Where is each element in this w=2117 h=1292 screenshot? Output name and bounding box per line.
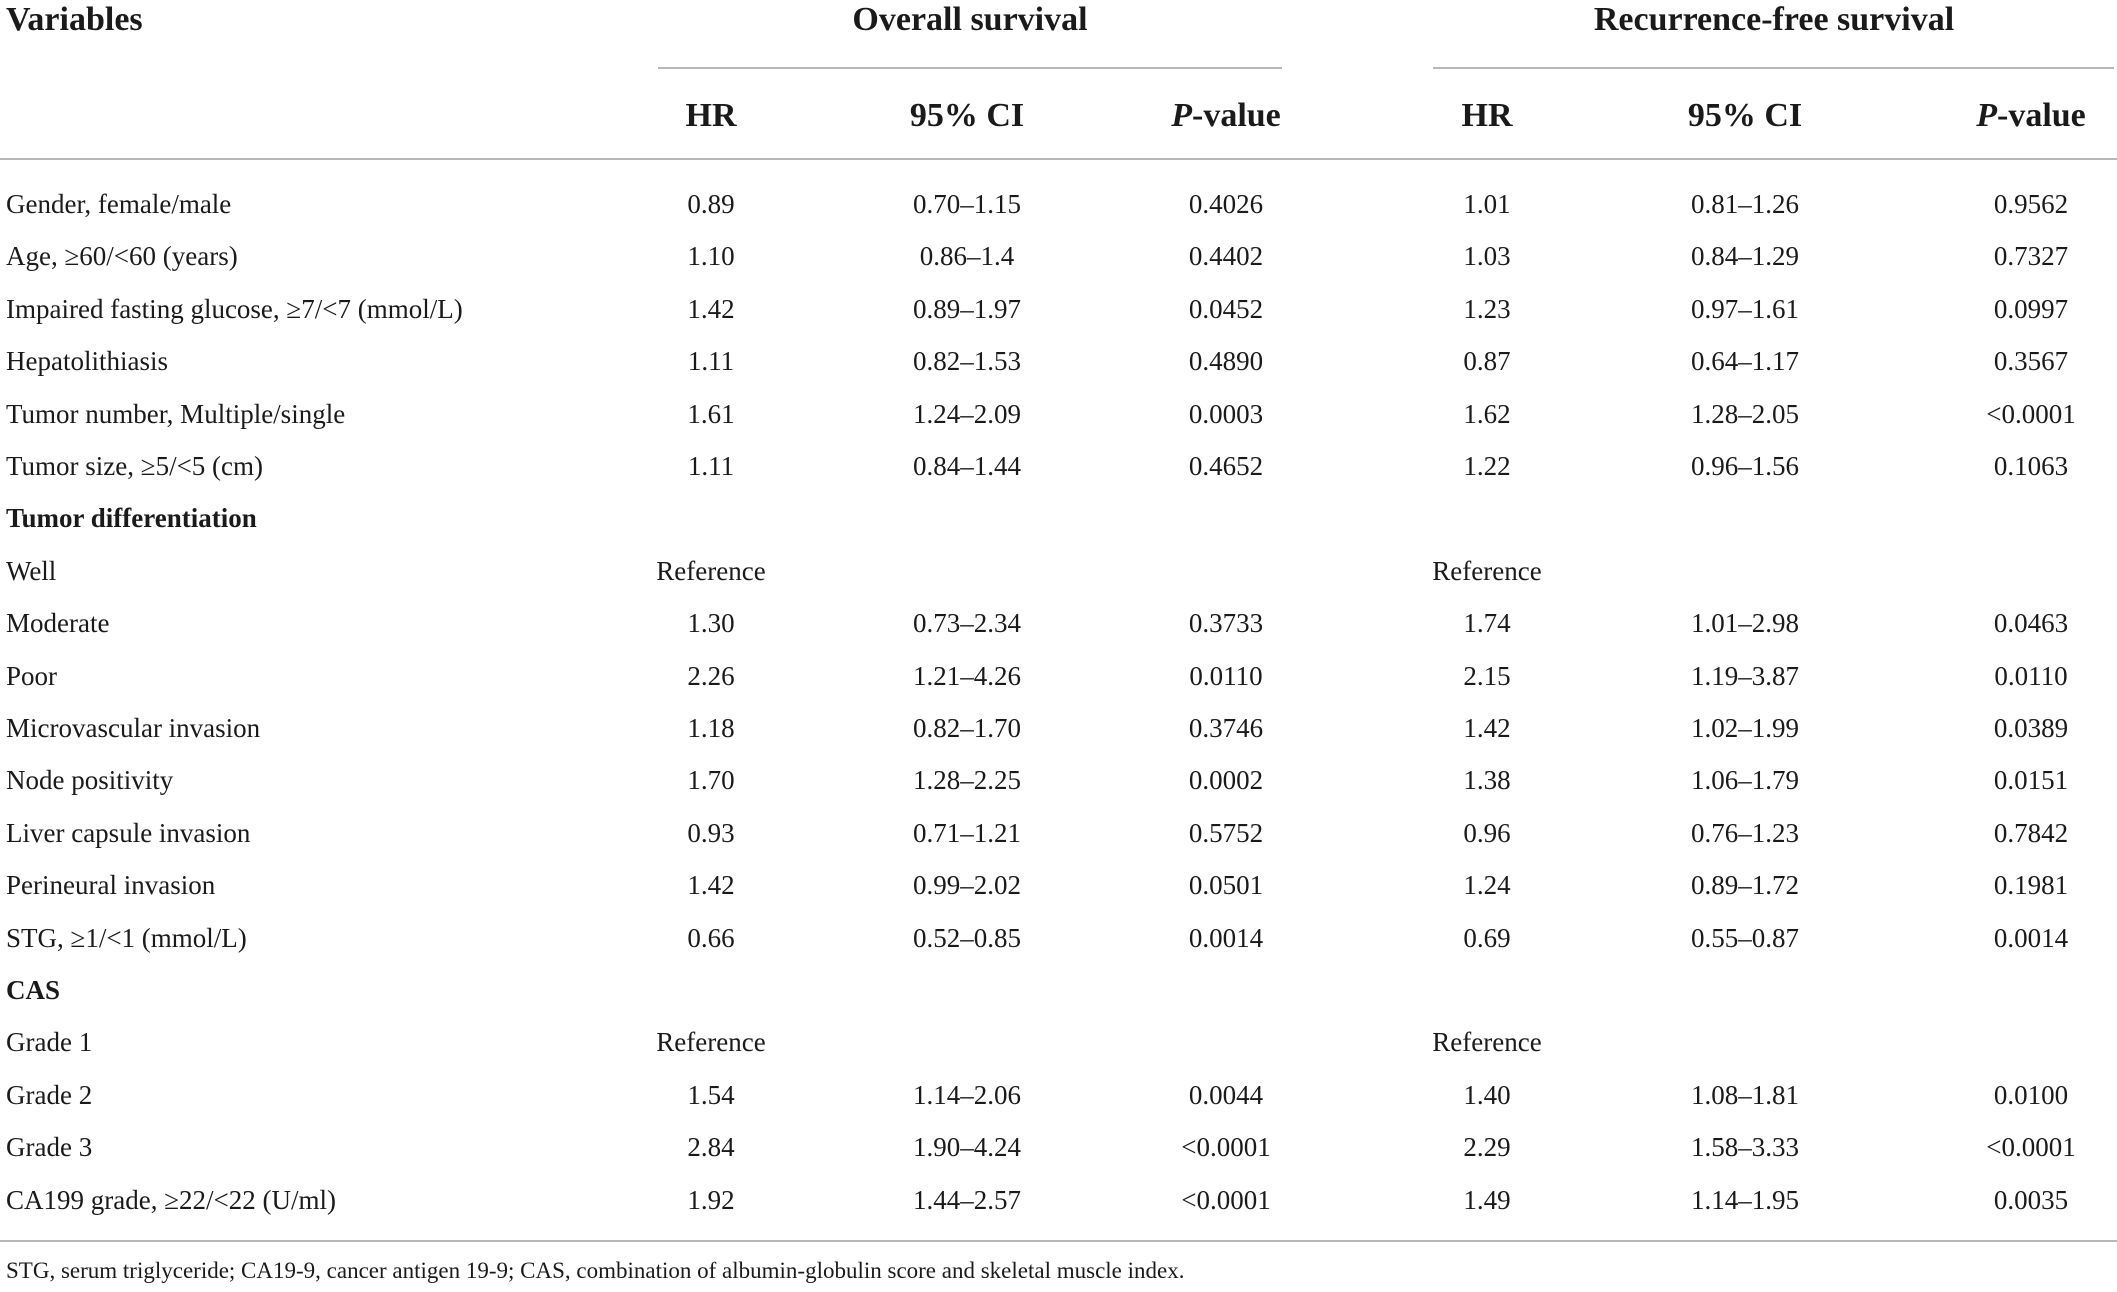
rfs-hr-cell: Reference [1432, 555, 1542, 586]
row-label: Tumor differentiation [6, 503, 257, 534]
os-ci-cell: 0.52–0.85 [913, 922, 1021, 953]
rfs-p-cell: 0.3567 [1993, 346, 2069, 377]
os-ci-cell: 1.90–4.24 [913, 1132, 1021, 1163]
rfs-hr-cell: 1.42 [1463, 713, 1511, 743]
os-hr-cell: 0.89 [687, 189, 735, 219]
rfs-ci-cell: 1.06–1.79 [1691, 765, 1799, 796]
rfs-p-cell: 0.7842 [1993, 817, 2069, 848]
rfs-p-cell: 0.0151 [1993, 765, 2069, 796]
row-label: Hepatolithiasis [6, 346, 168, 377]
rfs-hr-cell: 1.22 [1463, 451, 1511, 481]
header-variables: Variables [6, 1, 143, 38]
rfs-p-cell: 0.0463 [1993, 608, 2069, 639]
header-overall-survival: Overall survival [852, 1, 1088, 38]
os-p-cell: 0.0452 [1188, 293, 1264, 324]
os-ci-cell: 0.73–2.34 [913, 608, 1021, 639]
rfs-hr-cell: 1.01 [1463, 189, 1511, 219]
table-row [0, 440, 2117, 492]
table-row [0, 230, 2117, 282]
row-label: Poor [6, 660, 58, 691]
rfs-ci-cell: 0.97–1.61 [1691, 293, 1799, 324]
rfs-p-cell: 0.7327 [1993, 241, 2069, 272]
os-ci-cell: 1.28–2.25 [913, 765, 1021, 796]
rfs-p-cell: 0.0014 [1993, 922, 2069, 953]
os-hr-cell: 2.84 [687, 1132, 735, 1163]
rfs-hr-cell: 0.69 [1463, 922, 1511, 953]
rfs-hr-cell: 0.96 [1463, 817, 1511, 848]
row-label: Age, ≥60/<60 (years) [6, 241, 238, 272]
os-ci-cell: 0.71–1.21 [913, 817, 1021, 848]
os-ci-cell: 0.82–1.70 [913, 713, 1021, 743]
footnote: STG, serum triglyceride; CA19-9, cancer antigen 19-9; CAS, combination of albumin-globulin score and skeletal muscle index. [6, 1258, 1185, 1283]
os-p-cell: 0.4026 [1188, 189, 1264, 219]
os-hr-cell: 1.61 [687, 398, 735, 429]
os-ci-cell: 1.44–2.57 [913, 1184, 1021, 1215]
row-label: Impaired fasting glucose, ≥7/<7 (mmol/L) [6, 293, 463, 324]
rfs-ci-cell: 1.08–1.81 [1691, 1079, 1799, 1110]
table-row [0, 1174, 2117, 1226]
table-bottom-rule [0, 1240, 2117, 1242]
row-label: Liver capsule invasion [6, 817, 251, 848]
section-header-row [0, 964, 2117, 1016]
table-row [0, 545, 2117, 597]
os-hr-cell: 1.18 [687, 713, 735, 743]
row-label: Microvascular invasion [6, 713, 261, 743]
rfs-p-cell: 0.1981 [1993, 870, 2069, 901]
rfs-hr-cell: 1.74 [1463, 608, 1511, 639]
rfs-hr-cell: 2.29 [1463, 1132, 1511, 1163]
rfs-p-cell: 0.0100 [1993, 1079, 2069, 1110]
table-row [0, 1016, 2117, 1068]
row-label: STG, ≥1/<1 (mmol/L) [6, 922, 247, 953]
os-hr-cell: 0.66 [687, 922, 735, 953]
header-rfs-hr: HR [1461, 97, 1513, 134]
rfs-ci-cell: 1.14–1.95 [1691, 1184, 1799, 1215]
os-p-cell: 0.0501 [1188, 870, 1264, 901]
os-p-cell: 0.3746 [1188, 713, 1264, 743]
rfs-hr-cell: 1.23 [1463, 293, 1511, 324]
table-row [0, 859, 2117, 911]
os-hr-cell: Reference [656, 1027, 766, 1058]
os-ci-cell: 0.70–1.15 [913, 189, 1021, 219]
rfs-ci-cell: 0.64–1.17 [1691, 346, 1799, 377]
row-label: Perineural invasion [6, 870, 216, 901]
os-hr-cell: 1.42 [687, 293, 735, 324]
rfs-hr-cell: 2.15 [1463, 660, 1511, 691]
os-p-cell: 0.0014 [1188, 922, 1264, 953]
os-p-cell: 0.0002 [1188, 765, 1264, 796]
os-p-cell: 0.5752 [1188, 817, 1264, 848]
rfs-p-cell: 0.0035 [1993, 1184, 2069, 1215]
rfs-hr-cell: 1.38 [1463, 765, 1511, 796]
os-ci-cell: 0.86–1.4 [919, 241, 1015, 272]
table-row [0, 754, 2117, 806]
table-row [0, 335, 2117, 387]
table-row [0, 1121, 2117, 1173]
os-hr-cell: 1.10 [687, 241, 735, 272]
rfs-p-cell: 0.0389 [1993, 713, 2069, 743]
section-header-row [0, 492, 2117, 544]
rfs-hr-cell: 0.87 [1463, 346, 1511, 377]
os-hr-cell: 2.26 [687, 660, 735, 691]
table-row [0, 283, 2117, 335]
p-italic: P [1976, 97, 1997, 134]
os-ci-cell: 1.21–4.26 [913, 660, 1021, 691]
header-recurrence-free-survival: Recurrence-free survival [1593, 1, 1955, 38]
overall-survival-underline [658, 67, 1282, 69]
rfs-p-cell: <0.0001 [1986, 398, 2076, 429]
p-italic: P [1171, 97, 1192, 134]
rfs-ci-cell: 0.84–1.29 [1691, 241, 1799, 272]
row-label: Tumor size, ≥5/<5 (cm) [6, 451, 264, 481]
row-label: Grade 1 [6, 1027, 93, 1058]
rfs-hr-cell: 1.03 [1463, 241, 1511, 272]
rfs-ci-cell: 0.76–1.23 [1691, 817, 1799, 848]
table-row [0, 702, 2117, 754]
rfs-hr-cell: 1.24 [1463, 870, 1511, 901]
p-suffix: -value [1997, 97, 2086, 134]
os-hr-cell: Reference [656, 555, 766, 586]
header-os-p-value [1171, 96, 1281, 136]
rfs-ci-cell: 1.01–2.98 [1691, 608, 1799, 639]
table-row [0, 650, 2117, 702]
rfs-ci-cell: 1.19–3.87 [1691, 660, 1799, 691]
rfs-ci-cell: 0.96–1.56 [1691, 451, 1799, 481]
row-label: Tumor number, Multiple/single [6, 398, 346, 429]
rfs-p-cell: 0.9562 [1993, 189, 2069, 219]
rfs-p-cell: 0.0110 [1994, 660, 2068, 691]
recurrence-free-survival-underline [1433, 67, 2114, 69]
os-hr-cell: 1.30 [687, 608, 735, 639]
rfs-hr-cell: 1.49 [1463, 1184, 1511, 1215]
os-ci-cell: 1.14–2.06 [913, 1079, 1021, 1110]
row-label: CAS [6, 975, 61, 1005]
rfs-ci-cell: 0.81–1.26 [1691, 189, 1799, 219]
os-p-cell: 0.3733 [1188, 608, 1264, 639]
row-label: Well [6, 555, 57, 586]
os-hr-cell: 1.11 [687, 451, 735, 481]
os-hr-cell: 1.42 [687, 870, 735, 901]
rfs-hr-cell: 1.62 [1463, 398, 1511, 429]
header-rfs-ci: 95% CI [1687, 97, 1803, 134]
header-os-ci: 95% CI [909, 97, 1025, 134]
rfs-p-cell: 0.1063 [1993, 451, 2069, 481]
os-hr-cell: 1.92 [687, 1184, 735, 1215]
rfs-ci-cell: 0.55–0.87 [1691, 922, 1799, 953]
os-p-cell: 0.0044 [1188, 1079, 1264, 1110]
os-p-cell: <0.0001 [1181, 1184, 1271, 1215]
rfs-ci-cell: 1.58–3.33 [1691, 1132, 1799, 1163]
os-hr-cell: 1.54 [687, 1079, 735, 1110]
row-label: CA199 grade, ≥22/<22 (U/ml) [6, 1184, 336, 1215]
row-label: Gender, female/male [6, 189, 232, 219]
os-hr-cell: 1.70 [687, 765, 735, 796]
row-label: Node positivity [6, 765, 174, 796]
table-row [0, 1069, 2117, 1121]
os-p-cell: 0.4890 [1188, 346, 1264, 377]
header-os-hr: HR [685, 97, 737, 134]
header-bottom-rule [0, 158, 2117, 160]
os-ci-cell: 0.82–1.53 [913, 346, 1021, 377]
rfs-p-cell: 0.0997 [1993, 293, 2069, 324]
os-ci-cell: 0.89–1.97 [913, 293, 1021, 324]
os-p-cell: 0.0110 [1189, 660, 1263, 691]
table-row [0, 807, 2117, 859]
os-hr-cell: 1.11 [687, 346, 735, 377]
table-row [0, 597, 2117, 649]
p-suffix: -value [1192, 97, 1281, 134]
rfs-p-cell: <0.0001 [1986, 1132, 2076, 1163]
os-ci-cell: 1.24–2.09 [913, 398, 1021, 429]
table-row [0, 912, 2117, 964]
header-rfs-p-value [1976, 96, 2086, 136]
rfs-ci-cell: 0.89–1.72 [1691, 870, 1799, 901]
table-row [0, 388, 2117, 440]
rfs-hr-cell: Reference [1432, 1027, 1542, 1058]
os-p-cell: <0.0001 [1181, 1132, 1271, 1163]
os-p-cell: 0.4402 [1188, 241, 1264, 272]
row-label: Moderate [6, 608, 110, 639]
os-ci-cell: 0.84–1.44 [913, 451, 1021, 481]
os-hr-cell: 0.93 [687, 817, 735, 848]
os-p-cell: 0.0003 [1188, 398, 1264, 429]
row-label: Grade 3 [6, 1132, 93, 1163]
rfs-ci-cell: 1.28–2.05 [1691, 398, 1799, 429]
os-ci-cell: 0.99–2.02 [913, 870, 1021, 901]
row-label: Grade 2 [6, 1079, 93, 1110]
os-p-cell: 0.4652 [1188, 451, 1264, 481]
rfs-hr-cell: 1.40 [1463, 1079, 1511, 1110]
rfs-ci-cell: 1.02–1.99 [1691, 713, 1799, 743]
table-row [0, 178, 2117, 230]
